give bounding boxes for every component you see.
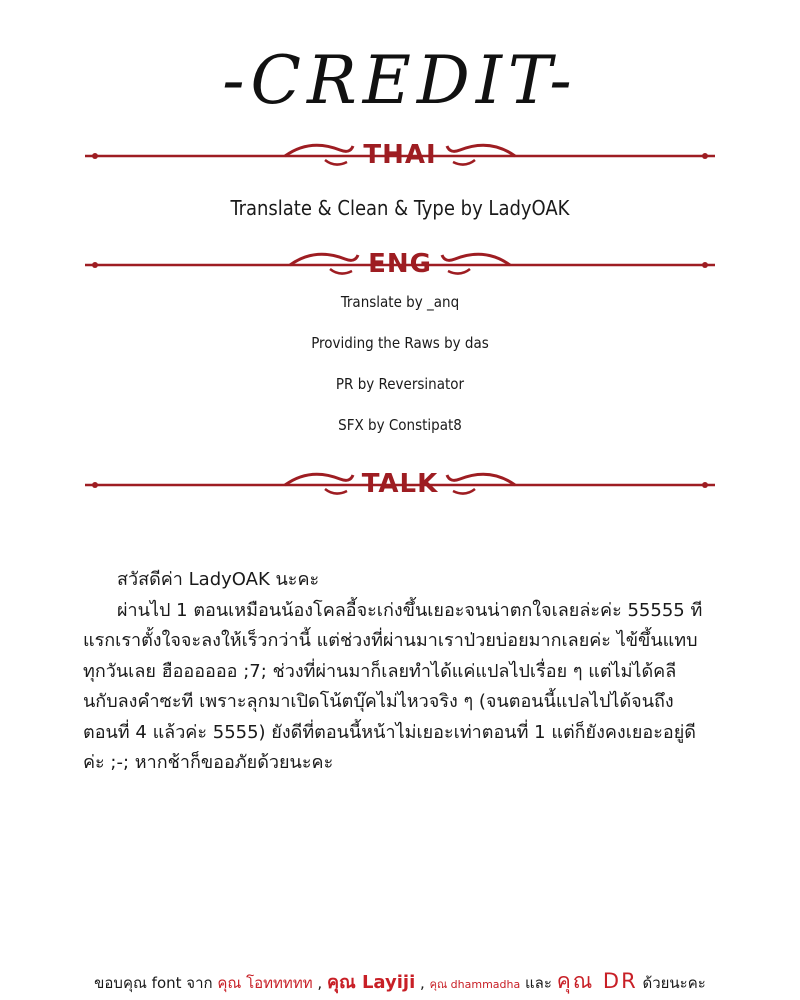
section-label-eng: ENG bbox=[368, 249, 432, 279]
font-credit-footer bbox=[0, 965, 800, 998]
talk-body bbox=[83, 565, 703, 779]
eng-credit-line: SFX by Constipat8 bbox=[338, 416, 462, 434]
footer-credit: คุณ โอททททท bbox=[217, 974, 313, 992]
thai-credit-line: Translate & Clean & Type by LadyOAK bbox=[230, 196, 570, 220]
eng-credit-line: Translate by _anq bbox=[340, 293, 460, 311]
page-title: -CREDIT- bbox=[222, 42, 578, 119]
eng-credit-line: PR by Reversinator bbox=[335, 375, 465, 393]
talk-paragraph: ผ่านไป 1 ตอนเหมือนน้องโคลอี้จะเก่งขึ้นเยอะจนน่าตกใจเลยล่ะค่ะ 55555 ทีแรกเราตั้งใจจะลงให้เร็วกว่านี้ แต่ช่วงที่ผ่านมาเราป่วยบ่อยมากเลยค่ะ ไข้ขึ้นแทบทุกวันเลย ฮืออออออ ;7; ช่วงที่ผ่านมาก็เลยทำได้แค่แปลไปเรื่อย ๆ แต่ไม่ได้คลีนกับลงคำซะที เพราะลุกมาเปิดโน้ตบุ๊คไม่ไหวจริง ๆ (จนตอนนี้แปลไปได้จนถึงตอนที่ 4 แล้วค่ะ 5555) ยังดีที่ตอนนี้หน้าไม่เยอะเท่าตอนที่ 1 แต่ก็ยังคงเยอะอยู่ดีค่ะ ;-; หากช้าก็ขออภัยด้วยนะคะ bbox=[83, 599, 703, 773]
footer-prefix: ขอบคุณ font จาก bbox=[94, 974, 213, 992]
eng-credit-line: Providing the Raws by das bbox=[311, 334, 489, 352]
footer-separator: , bbox=[317, 974, 323, 992]
footer-credit: คุณ DR bbox=[556, 969, 638, 993]
footer-and: และ bbox=[525, 974, 552, 992]
section-label-thai: THAI bbox=[363, 140, 437, 170]
footer-suffix: ด้วยนะคะ bbox=[642, 974, 706, 992]
footer-separator: , bbox=[420, 974, 425, 992]
footer-credit: คุณ Layiji bbox=[326, 972, 416, 993]
talk-paragraph: สวัสดีค่า LadyOAK นะคะ bbox=[117, 569, 320, 590]
section-label-talk: TALK bbox=[361, 469, 439, 499]
talk-divider bbox=[85, 465, 715, 505]
eng-divider bbox=[85, 245, 715, 285]
thai-divider bbox=[85, 136, 715, 176]
footer-credit: คุณ dhammadha bbox=[429, 978, 521, 991]
